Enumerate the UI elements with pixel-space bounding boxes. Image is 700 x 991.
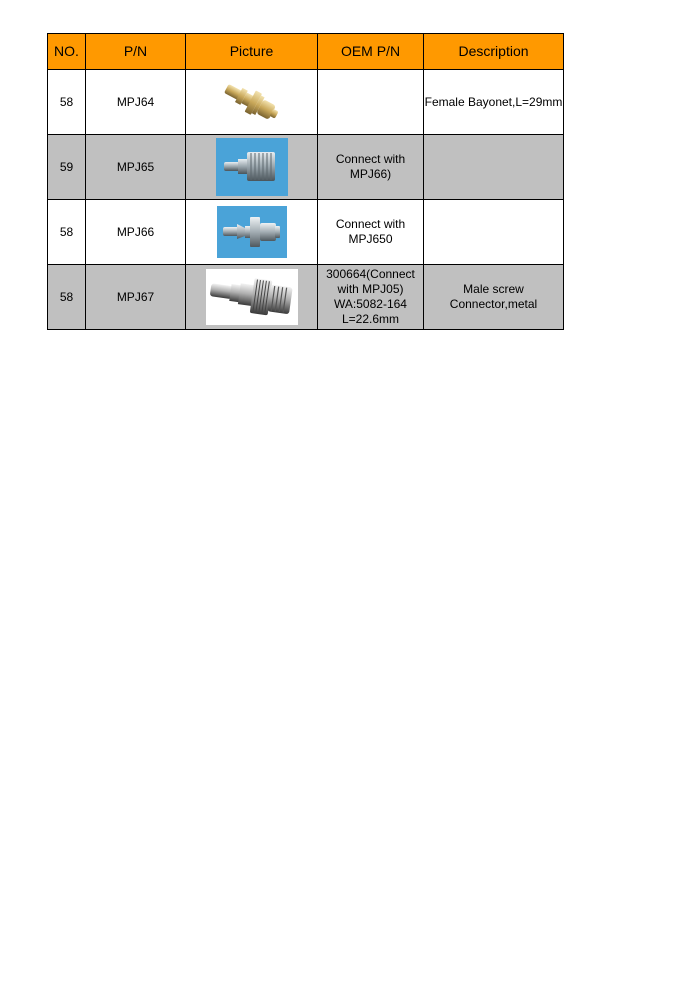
table-row (48, 265, 564, 330)
cell-pn: MPJ64 (86, 70, 186, 135)
cell-pn: MPJ65 (86, 135, 186, 200)
screw-connector-photo (206, 269, 298, 325)
header-picture: Picture (186, 34, 318, 70)
cell-no: 58 (48, 200, 86, 265)
cell-picture (186, 200, 318, 265)
cell-oem-pn: 300664(Connect with MPJ05) WA:5082-164 L=22.6mm (318, 265, 424, 330)
header-pn: P/N (86, 34, 186, 70)
luer-connector-photo (216, 138, 288, 196)
cell-description: Female Bayonet,L=29mm (424, 70, 564, 135)
cell-no: 59 (48, 135, 86, 200)
header-no: NO. (48, 34, 86, 70)
cell-oem-pn: Connect with MPJ66) (318, 135, 424, 200)
cell-description: Male screw Connector,metal (424, 265, 564, 330)
cell-pn: MPJ66 (86, 200, 186, 265)
parts-table (47, 33, 564, 330)
barbed-connector-photo (217, 206, 287, 258)
cell-oem-pn: Connect with MPJ650 (318, 200, 424, 265)
cell-picture (186, 265, 318, 330)
cell-no: 58 (48, 70, 86, 135)
header-oem-pn: OEM P/N (318, 34, 424, 70)
table-row (48, 200, 564, 265)
cell-pn: MPJ67 (86, 265, 186, 330)
header-description: Description (424, 34, 564, 70)
brass-connector-photo (219, 72, 285, 132)
cell-no: 58 (48, 265, 86, 330)
cell-picture (186, 135, 318, 200)
cell-oem-pn (318, 70, 424, 135)
cell-description (424, 135, 564, 200)
table-row (48, 70, 564, 135)
header-row (48, 34, 564, 70)
cell-picture (186, 70, 318, 135)
table-row (48, 135, 564, 200)
cell-description (424, 200, 564, 265)
